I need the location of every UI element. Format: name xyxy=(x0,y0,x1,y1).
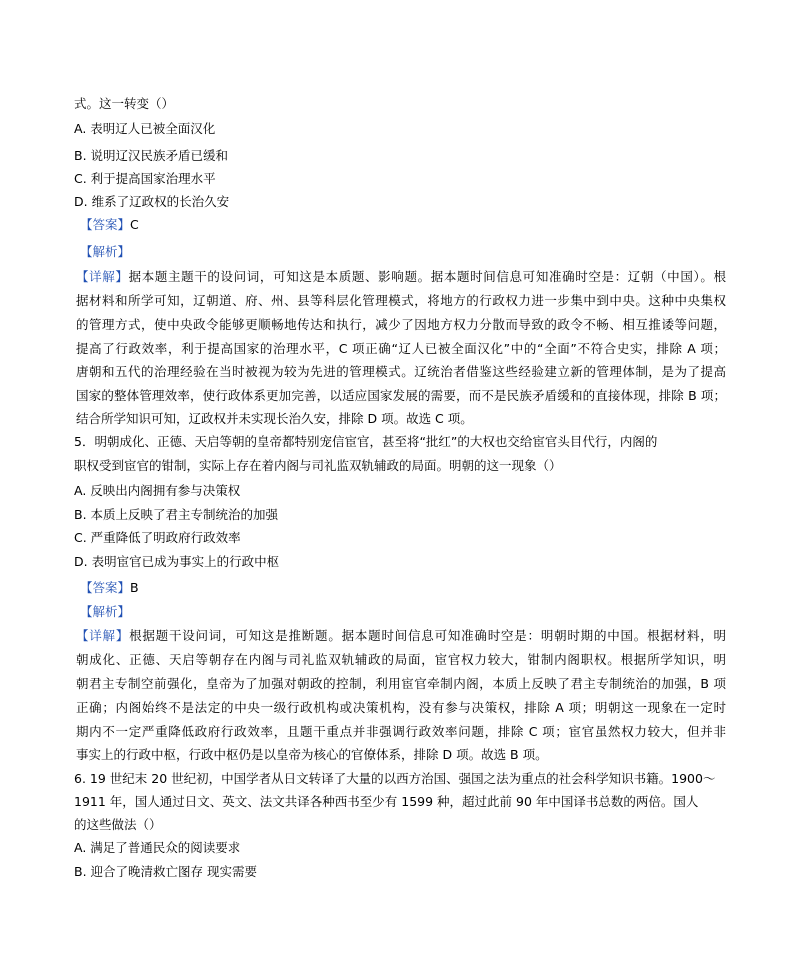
q4-stem-tail: 式。这一转变（） xyxy=(74,96,175,111)
q5-option-d: D. 表明宦官已成为事实上的行政中枢 xyxy=(74,554,280,569)
q6-option-b: B. 迎合了晚清救亡图存 现实需要 xyxy=(74,864,257,879)
q4-option-d: D. 维系了辽政权的长治久安 xyxy=(74,194,230,209)
q4-detail-line-6: 国家的整体管理效率，使行政体系更加完善，以适应国家发展的需要，而不是民族矛盾缓和的直接体现，排除 B 项； xyxy=(76,388,726,403)
q6-stem-line-3: 的这些做法（） xyxy=(74,817,162,832)
q5-option-b: B. 本质上反映了君主专制统治的加强 xyxy=(74,507,279,522)
answer-tag: 【答案】 xyxy=(80,217,131,232)
q5-stem-line-2: 职权受到宦官的钳制，实际上存在着内阁与司礼监双轨辅政的局面。明朝的这一现象（） xyxy=(74,458,562,473)
q4-answer xyxy=(80,217,139,233)
q4-option-c: C. 利于提高国家治理水平 xyxy=(74,171,216,186)
detail-tag: 【详解】 xyxy=(76,269,129,284)
q6-stem-line-1: 6. 19 世纪末 20 世纪初，中国学者从日文转译了大量的以西方治国、强国之法为重点的社会科学知识书籍。1900～ xyxy=(74,771,716,786)
q5-option-c: C. 严重降低了明政府行政效率 xyxy=(74,530,241,545)
q6-stem-line-2: 1911 年，国人通过日文、英文、法文共译各种西书至少有 1599 种，超过此前 90 年中国译书总数的两倍。国人 xyxy=(74,794,699,809)
answer-tag: 【答案】 xyxy=(80,580,131,595)
q5-detail-line-5: 期内不一定严重降低政府行政效率，且题干重点并非强调行政效率问题，排除 C 项；宦官虽然权力较大，但并非 xyxy=(76,724,726,739)
q4-detail-line-3: 的管理方式，使中央政令能够更顺畅地传达和执行，减少了因地方权力分散而导致的政令不畅、相互推诿等问题， xyxy=(76,317,726,332)
q4-detail-line-1: 【详解】据本题主题干的设问词，可知这是本质题、影响题。据本题时间信息可知准确时空是：辽朝（中国）。根 xyxy=(76,269,726,284)
q4-detail-line-5: 唐朝和五代的治理经验在当时被视为较为先进的管理模式。辽统治者借鉴这些经验建立新的管理体制，是为了提高 xyxy=(76,364,726,379)
q5-stem-line-1: 5．明朝成化、正德、天启等朝的皇帝都特别宠信宦官，甚至将“批红”的大权也交给宦官头目代行，内阁的 xyxy=(74,434,658,449)
q5-option-a: A. 反映出内阁拥有参与决策权 xyxy=(74,483,241,498)
q4-option-b: B. 说明辽汉民族矛盾已缓和 xyxy=(74,148,229,163)
q5-detail-line-1: 【详解】根据题干设问词，可知这是推断题。据本题时间信息可知准确时空是：明朝时期的中国。根据材料，明 xyxy=(76,628,726,643)
analysis-tag: 【解析】 xyxy=(80,604,131,619)
q6-option-a: A. 满足了普通民众的阅读要求 xyxy=(74,840,241,855)
q5-detail-line-3: 朝君主专制空前强化，皇帝为了加强对朝政的控制，利用宦官牵制内阁，本质上反映了君主专制统治的加强，B 项 xyxy=(76,676,726,691)
detail-tag: 【详解】 xyxy=(76,628,130,643)
answer-value: B xyxy=(130,580,139,595)
q5-detail-line-6: 事实上的行政中枢，行政中枢仍是以皇帝为核心的官僚体系，排除 D 项。故选 B 项。 xyxy=(76,747,548,762)
q4-detail-line-4: 提高了行政效率，利于提高国家的治理水平，C 项正确“辽人已被全面汉化”中的“全面”不符合史实，排除 A 项； xyxy=(76,341,726,356)
q4-option-a: A. 表明辽人已被全面汉化 xyxy=(74,121,216,136)
q4-detail-line-7: 结合所学知识可知，辽政权并未实现长治久安，排除 D 项。故选 C 项。 xyxy=(76,411,473,426)
q4-analysis-tag xyxy=(80,244,130,260)
q5-analysis-tag xyxy=(80,604,130,620)
q5-detail-line-2: 朝成化、正德、天启等朝存在内阁与司礼监双轨辅政的局面，宦官权力较大，钳制内阁职权。根据所学知识，明 xyxy=(76,652,726,667)
analysis-tag: 【解析】 xyxy=(80,244,131,259)
answer-value: C xyxy=(130,217,139,232)
q4-detail-line-2: 据材料和所学可知，辽朝道、府、州、县等科层化管理模式，将地方的行政权力进一步集中到中央。这种中央集权 xyxy=(76,293,726,308)
q5-answer xyxy=(80,580,139,596)
q5-detail-line-4: 正确；内阁始终不是法定的中央一级行政机构或决策机构，没有参与决策权，排除 A 项；明朝这一现象在一定时 xyxy=(76,700,726,715)
